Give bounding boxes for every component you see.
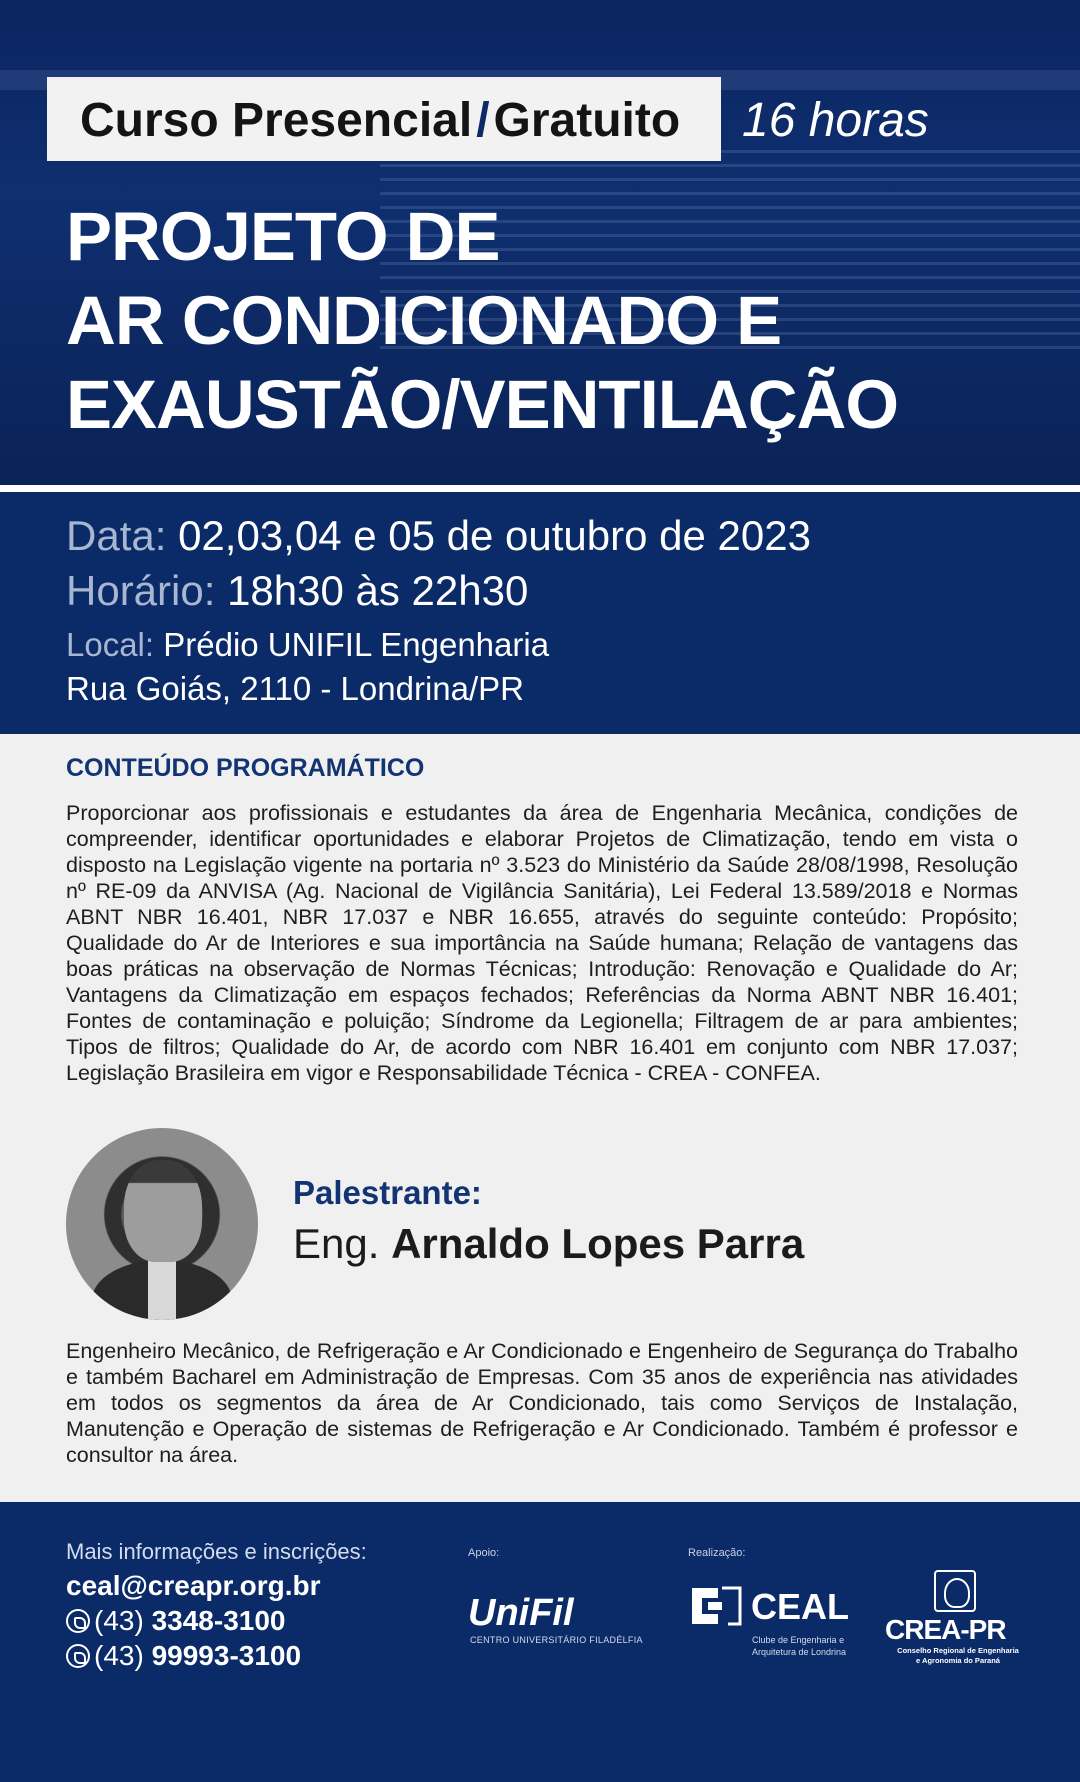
title-line-2: AR CONDICIONADO E [66, 282, 782, 359]
more-info-label: Mais informações e inscrições: [66, 1539, 367, 1564]
ceal-logo: CEAL [751, 1586, 849, 1627]
ceal-logo-icon [688, 1582, 744, 1630]
crea-subtitle-2: e Agronomia do Paraná [916, 1656, 1000, 1665]
date-value: 02,03,04 e 05 de outubro de 2023 [178, 512, 811, 559]
phone2-area: (43) [94, 1640, 144, 1671]
course-modality: Curso Presencial [80, 94, 473, 147]
ceal-subtitle [752, 1634, 846, 1658]
unifil-logo: UniFil [468, 1592, 574, 1634]
ceal-subtitle-2: Arquitetura de Londrina [752, 1647, 847, 1657]
course-price: Gratuito [493, 94, 681, 147]
phone-row-1[interactable] [66, 1605, 285, 1637]
course-hours: 16 horas [742, 94, 929, 147]
program-text: Proporcionar aos profissionais e estudantes da área de Engenharia Mecânica, condições de compreender, identificar oportunidades e elaborar Projetos de Climatização, tendo em vista o disposto na Legislação vigente na portaria nº 3.523 do Ministério da Saúde 28/08/1998, Resolução nº RE-09 da ANVISA (Ag. Nacional de Vigilância Sanitária), Lei Federal 13.589/2018 e Normas ABNT NBR 16.401, NBR 17.037 e NBR 16.655, através do seguinte conteúdo: Propósito; Qualidade do Ar de Interiores e sua importância na Saúde humana; Relação de vantagens das boas práticas na observação de Normas Técnicas; Introdução: Renovação e Qualidade do Ar; Vantagens da Climatização em espaços fechados; Referências da Norma ABNT NBR 16.401; Fontes de contaminação e poluição; Síndrome da Legionella; Filtragem de ar para ambientes; Tipos de filtros; Qualidade do Ar, de acordo com NBR 16.401 em conjunto com NBR 17.037; Legislação Brasileira em vigor e Responsabilidade Técnica - CREA - CONFEA. [66, 801, 1018, 1085]
photo-shirt [148, 1260, 176, 1320]
phone2-number: 99993-3100 [151, 1640, 302, 1671]
content-section [0, 734, 1080, 1502]
date-row [66, 512, 811, 560]
speaker-label: Palestrante: [293, 1174, 482, 1211]
support-label: Apoio: [468, 1547, 500, 1559]
photo-face [124, 1160, 202, 1262]
event-info [0, 492, 1080, 734]
course-type-tag [47, 77, 721, 161]
place-label: Local: [66, 626, 155, 663]
place-row [66, 626, 549, 664]
crea-seal-icon [934, 1570, 976, 1612]
speaker-name: Arnaldo Lopes Parra [391, 1220, 805, 1267]
ceal-subtitle-1: Clube de Engenharia e [752, 1635, 845, 1645]
time-value: 18h30 às 22h30 [227, 567, 529, 614]
phone1-number: 3348-3100 [151, 1605, 286, 1636]
crea-subtitle [888, 1646, 1028, 1666]
title-line-1: PROJETO DE [66, 198, 500, 275]
section-title: CONTEÚDO PROGRAMÁTICO [66, 754, 425, 782]
crea-logo: CREA-PR [885, 1614, 1006, 1645]
divider [0, 485, 1080, 492]
course-type-text [80, 93, 680, 148]
time-label: Horário: [66, 567, 216, 614]
tag-separator: / [476, 94, 490, 147]
speaker-photo [66, 1128, 258, 1320]
speaker-prefix: Eng. [293, 1220, 380, 1267]
address: Rua Goiás, 2110 - Londrina/PR [66, 670, 524, 707]
speaker-bio: Engenheiro Mecânico, de Refrigeração e Ar Condicionado e Engenheiro de Segurança do Trabalho e também Bacharel em Administração de Empresas. Com 35 anos de experiência nas atividades em todos os segmentos da área de Ar Condicionado, tais como Serviços de Instalação, Manutenção e Operação de sistemas de Refrigeração e Ar Condicionado. Também é professor e consultor na área. [66, 1339, 1018, 1467]
hero-banner [0, 0, 1080, 485]
whatsapp-icon [66, 1644, 90, 1668]
place-value: Prédio UNIFIL Engenharia [163, 626, 550, 663]
phone-row-2[interactable] [66, 1640, 301, 1672]
date-label: Data: [66, 512, 167, 559]
time-row [66, 567, 528, 615]
contact-email[interactable]: ceal@creapr.org.br [66, 1570, 321, 1601]
speaker-name-row [293, 1220, 804, 1268]
title-line-3: EXAUSTÃO/VENTILAÇÃO [66, 366, 899, 443]
phone1-area: (43) [94, 1605, 144, 1636]
crea-subtitle-1: Conselho Regional de Engenharia [897, 1646, 1019, 1655]
course-title [66, 195, 898, 447]
footer [0, 1502, 1080, 1782]
whatsapp-icon [66, 1609, 90, 1633]
unifil-subtitle: CENTRO UNIVERSITÁRIO FILADÉLFIA [470, 1635, 643, 1645]
organizer-label: Realização: [688, 1547, 746, 1559]
